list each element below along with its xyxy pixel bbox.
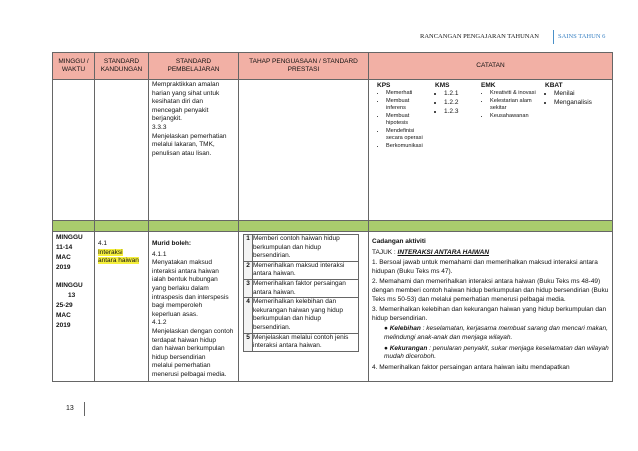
header-left-title: RANCANGAN PENGAJARAN TAHUNAN	[420, 33, 539, 40]
kms-item: • 1.2.3	[444, 108, 475, 116]
sk-code: 4.1	[98, 240, 108, 247]
prestasi-level: 2	[244, 261, 253, 279]
kps-item: • Berkomunikasi	[386, 143, 429, 150]
row2-pembelajaran	[149, 232, 239, 382]
row1-pembelajaran	[149, 80, 239, 221]
point-4: 4. Memerihalkan faktor persaingan antara haiwan iaitu mendapatkan	[372, 363, 570, 371]
murid-boleh: Murid boleh:	[152, 240, 191, 247]
emk-item: • Keusahawanan	[490, 113, 539, 120]
sp-line: yang berlaku dalam	[152, 284, 209, 292]
kps-item: • Membuat inferens	[386, 98, 429, 112]
emk-list: EMK • Kreativiti & inovasi • Kelestarian alam sekitar • Keusahawanan	[481, 82, 539, 121]
kps-item: • Membuat hipotesis	[386, 113, 429, 127]
sk-title-line-2: antara haiwan	[98, 257, 139, 265]
sp-line: ialah bentuk hubungan	[152, 276, 218, 284]
kps-list: KPS • Memerhati • Membuat inferens • Membuat hipotesis • Mendefinisi secara operasi • Berkomunikasi	[377, 82, 429, 151]
table-header-row	[53, 53, 613, 80]
kms-list: KMS • 1.2.1 • 1.2.2 • 1.2.3	[435, 82, 475, 117]
minggu-line: 25-29	[56, 302, 73, 309]
sp-line: dan haiwan berkumpulan	[152, 345, 225, 353]
sp-line: menerusi pelbagai media.	[152, 370, 227, 378]
sp-line: harian yang sihat untuk	[152, 89, 220, 97]
tajuk-text: INTERAKSI ANTARA HAIWAN	[397, 248, 490, 256]
prestasi-row	[244, 235, 359, 262]
kekurangan-item: ● Kekurangan : penularan penyakit, sukar menjaga keselamatan dan wilayah mudah diceroboh.	[384, 344, 609, 361]
prestasi-desc: Memerihalkan faktor persaingan antara haiwan.	[253, 279, 359, 297]
table-row	[53, 80, 613, 221]
kelebihan-item: ● Kelebihan : keselamatan, kerjasama membuat sarang dan mencari makan, melindungi anak-anak dan menjaga wilayah.	[384, 325, 608, 341]
minggu-line: 13	[68, 292, 76, 299]
sp-line: penulisan atau lisan.	[152, 149, 212, 157]
sp-line: hidup bersendirian	[152, 353, 206, 361]
col-prestasi: TAHAP PENGUASAAN / STANDARD PRESTASI	[239, 53, 369, 80]
footer-divider	[84, 402, 85, 416]
cadangan-title: Cadangan aktiviti	[372, 238, 426, 245]
prestasi-level: 1	[244, 235, 253, 262]
cadangan-point: 2. Memahami dan memerihalkan interaksi antara haiwan (Buku Teks ms 48-49) dengan memberi contoh haiwan hidup berkumpulan dan hidup bersendirian (Buku Teks ms 50-53) dan melalui pemerhatian menerusi pelbagai media.	[372, 278, 609, 303]
col-catatan: CATATAN	[369, 53, 613, 80]
prestasi-row	[244, 298, 359, 333]
minggu-line: MAC	[56, 312, 71, 319]
prestasi-level: 4	[244, 298, 253, 333]
table-row	[53, 232, 613, 382]
sp-line: Menjelaskan dengan contoh	[152, 327, 234, 335]
sp-line: mencegah penyakit	[152, 106, 209, 114]
sp-line: melalui pemerhatian	[152, 362, 211, 370]
col-pembelajaran: STANDARD PEMBELAJARAN	[149, 53, 239, 80]
sk-title-line-1: Interaksi	[98, 248, 123, 256]
prestasi-desc: Memberi contoh haiwan hidup berkumpulan dan hidup bersendirian.	[253, 235, 359, 262]
sp-line: Menjelaskan pemerhatian	[152, 132, 227, 140]
sp-line: melalui lakaran, TMK,	[152, 141, 215, 149]
minggu-line: 2019	[56, 322, 71, 329]
sp-line: 4.1.2	[152, 319, 167, 327]
cadangan-point: 3. Memerihalkan kelebihan dan kekurangan haiwan yang hidup berkumpulan dan hidup bersendirian.	[372, 306, 607, 322]
prestasi-table	[243, 234, 359, 352]
prestasi-row	[244, 279, 359, 297]
minggu-line: MINGGU	[56, 234, 83, 241]
minggu-line: 2019	[56, 264, 71, 271]
sp-line: keperluan asas.	[152, 310, 198, 318]
kps-item: • Memerhati	[386, 90, 429, 97]
tajuk-line: TAJUK : INTERAKSI ANTARA HAIWAN	[372, 248, 490, 256]
minggu-line: 11-14	[56, 244, 73, 251]
kbat-list: KBAT • Menilai • Menganalisis	[545, 82, 609, 108]
page-header	[420, 30, 610, 44]
kps-item: • Mendefinisi secara operasi	[386, 128, 429, 142]
header-divider	[553, 30, 554, 44]
prestasi-desc: Menjelaskan melalui contoh jenis interaksi antara haiwan.	[253, 333, 359, 351]
col-kandungan: STANDARD KANDUNGAN	[95, 53, 149, 80]
prestasi-desc: Memerihalkan maksud interaksi antara haiwan.	[253, 261, 359, 279]
emk-item: • Kelestarian alam sekitar	[490, 98, 539, 112]
row2-kandungan	[95, 232, 149, 382]
sp-line: intraspesis dan interspesis	[152, 293, 229, 301]
kbat-item: • Menilai	[554, 90, 609, 98]
sp-line: 3.3.3	[152, 123, 167, 131]
kbat-item: • Menganalisis	[554, 99, 609, 107]
sp-line: Mempraktikkan amalan	[152, 81, 220, 88]
row1-catatan	[369, 80, 613, 221]
sp-line: Menyatakan maksud	[152, 259, 212, 267]
minggu-line: MINGGU	[56, 282, 83, 289]
sp-line: interaksi antara haiwan	[152, 267, 219, 275]
sp-line: kesihatan diri dan	[152, 98, 203, 106]
cadangan-point: 1. Bersoal jawab untuk memahami dan memerihalkan maksud interaksi antara hidupan (Buku Teks ms 47).	[372, 259, 598, 275]
rpt-table	[52, 52, 613, 382]
emk-item: • Kreativiti & inovasi	[490, 90, 539, 97]
kms-item: • 1.2.2	[444, 99, 475, 107]
prestasi-desc: Memerihalkan kelebihan dan kekurangan haiwan yang hidup berkumpulan dan hidup bersendirian.	[253, 298, 359, 333]
minggu-line: MAC	[56, 254, 71, 261]
prestasi-level: 5	[244, 333, 253, 351]
col-minggu: MINGGU / WAKTU	[53, 53, 95, 80]
minggu-line	[56, 273, 91, 281]
sp-line: 4.1.1	[152, 250, 167, 258]
page-number: 13	[66, 405, 74, 412]
sp-line: bagi memperoleh	[152, 302, 203, 310]
prestasi-row	[244, 333, 359, 351]
row2-catatan	[369, 232, 613, 382]
kms-item: • 1.2.1	[444, 90, 475, 98]
sp-line: terdapat haiwan hidup	[152, 336, 216, 344]
section-band	[53, 221, 613, 232]
row2-prestasi	[239, 232, 369, 382]
header-right-title: SAINS TAHUN 6	[558, 33, 606, 40]
row2-minggu	[53, 232, 95, 382]
prestasi-row	[244, 261, 359, 279]
sp-line: berjangkit.	[152, 115, 182, 123]
prestasi-level: 3	[244, 279, 253, 297]
